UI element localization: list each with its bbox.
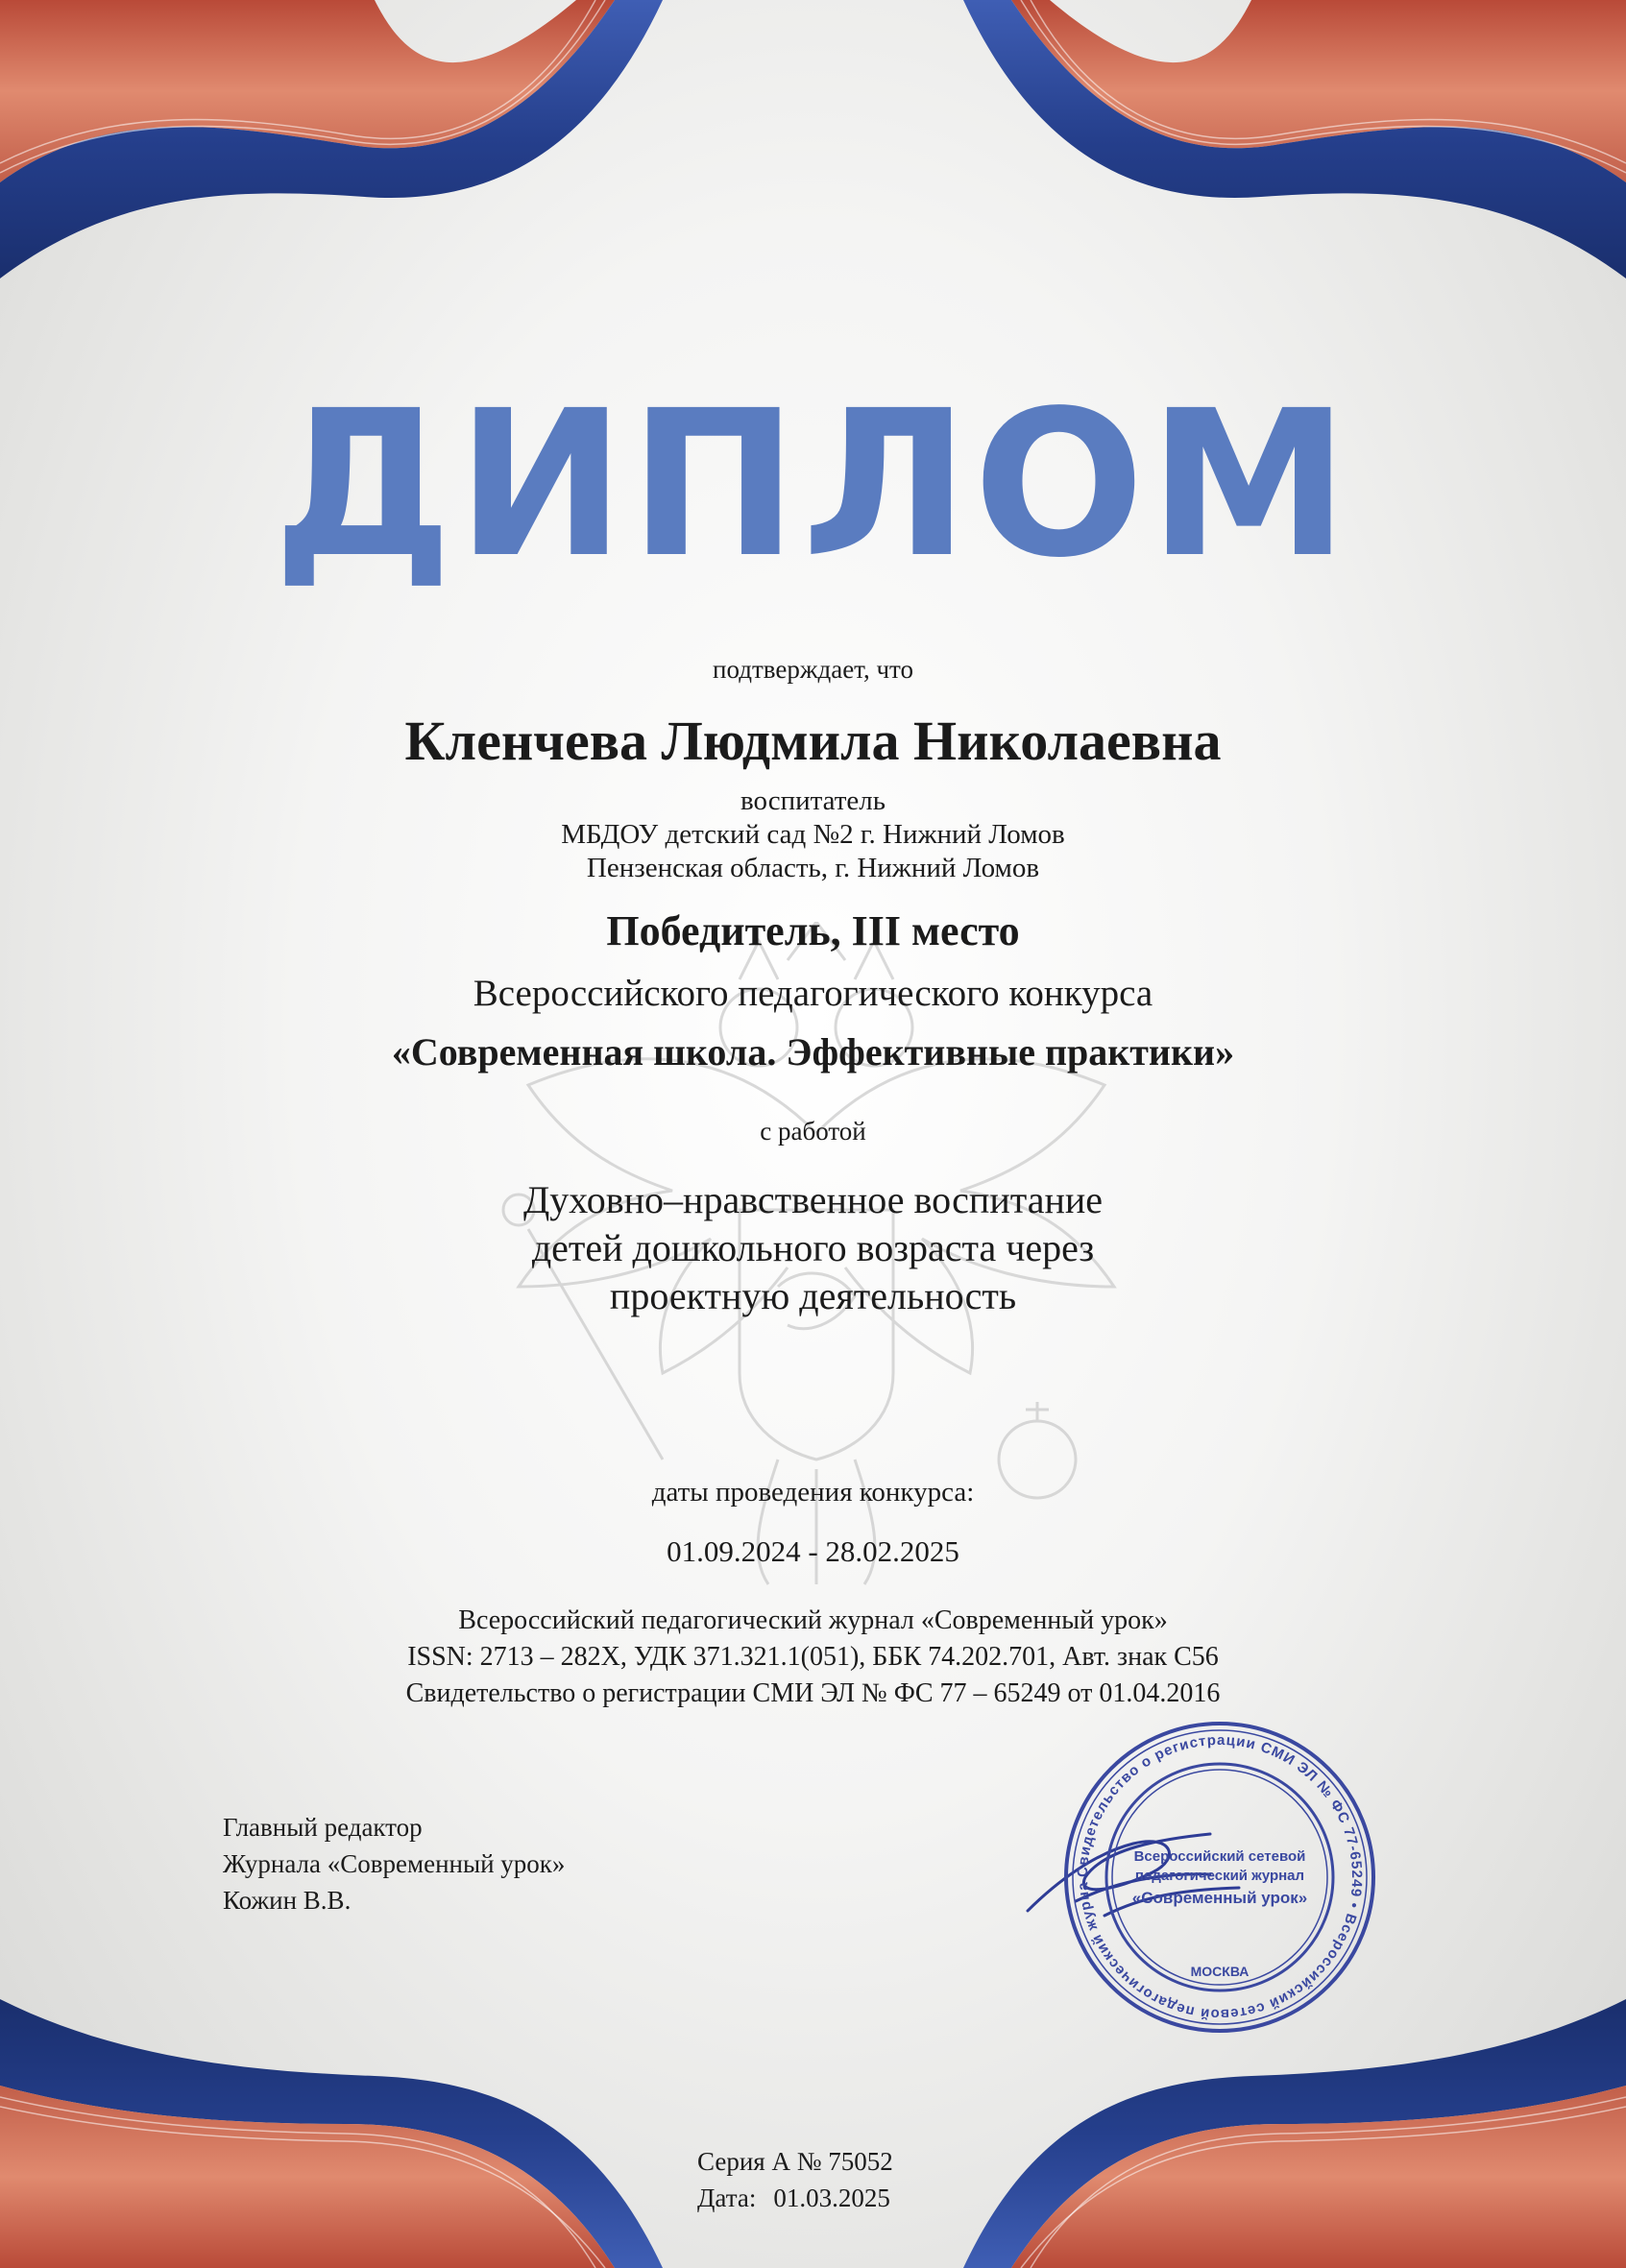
stamp-city: МОСКВА — [1190, 1964, 1250, 1979]
contest-type: Всероссийского педагогического конкурса — [473, 973, 1153, 1014]
recipient-name: Кленчева Людмила Николаевна — [404, 710, 1222, 772]
bottom-ribbon-decoration — [0, 1980, 1626, 2268]
series-line — [697, 2147, 893, 2177]
stamp-seal-icon — [1061, 1719, 1378, 2036]
top-ribbon-decoration — [0, 0, 1626, 288]
journal-registration: Свидетельство о регистрации СМИ ЭЛ № ФС 77 – 65249 от 01.04.2016 — [405, 1678, 1221, 1708]
recipient-organization: МБДОУ детский сад №2 г. Нижний Ломов — [561, 819, 1065, 850]
series-number: 75052 — [828, 2147, 893, 2176]
contest-name: «Современная школа. Эффективные практики» — [391, 1030, 1235, 1074]
work-title-line-1: Духовно–нравственное воспитание — [522, 1178, 1104, 1221]
journal-stamp — [1061, 1719, 1378, 2036]
work-title-line-3: проектную деятельность — [609, 1274, 1017, 1317]
stamp-ring-text: Свидетельство о регистрации СМИ ЭЛ № ФС 77-65249 • Всероссийский сетевой педагогический журна — [1074, 1731, 1366, 2023]
series-label: Серия А № — [697, 2147, 822, 2176]
date-line — [697, 2184, 890, 2213]
dates-label: даты проведения конкурса: — [651, 1477, 975, 1508]
journal-name: Всероссийский педагогический журнал «Современный урок» — [458, 1605, 1168, 1635]
award-place: Победитель, III место — [606, 907, 1020, 954]
work-title-line-2: детей дошкольного возраста через — [531, 1226, 1095, 1269]
journal-issn: ISSN: 2713 – 282X, УДК 371.321.1(051), ББК 74.202.701, Авт. знак С56 — [407, 1642, 1219, 1672]
diploma-title: ДИПЛОМ — [273, 367, 1353, 602]
editor-name: Кожин В.В. — [223, 1886, 352, 1915]
dates-value: 01.09.2024 - 28.02.2025 — [667, 1534, 959, 1568]
stamp-center-line-1: Всероссийский сетевой — [1133, 1848, 1306, 1865]
date-value: 01.03.2025 — [773, 2184, 890, 2212]
editor-title: Главный редактор — [223, 1813, 423, 1842]
date-label: Дата: — [697, 2184, 757, 2212]
stamp-center-line-3: «Современный урок» — [1131, 1889, 1308, 1907]
stamp-center-line-2: педагогический журнал — [1134, 1868, 1305, 1884]
recipient-location: Пензенская область, г. Нижний Ломов — [586, 853, 1040, 883]
editor-journal: Журнала «Современный урок» — [223, 1849, 566, 1878]
work-intro: с работой — [760, 1117, 866, 1146]
intro-text: подтверждает, что — [713, 655, 913, 684]
recipient-position: воспитатель — [740, 785, 886, 816]
